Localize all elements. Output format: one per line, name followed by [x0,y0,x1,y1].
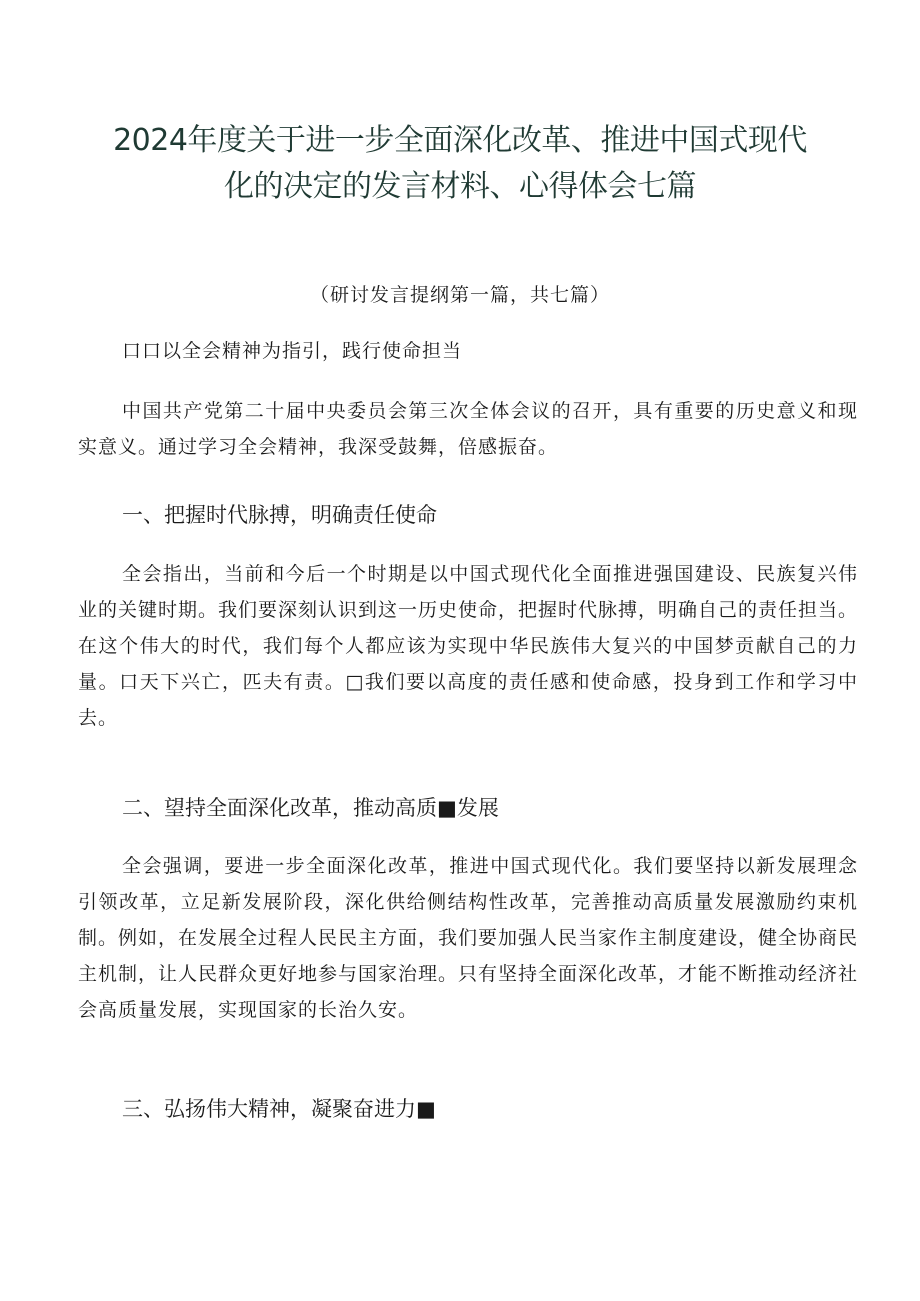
section-2-heading: 二、望持全面深化改革，推动高质■发展 [122,796,499,820]
title-line-2: 化的决定的发言材料、心得体会七篇 [224,169,696,204]
title-line-1: 2024年度关于进一步全面深化改革、推进中国式现代 [113,123,807,158]
intro-paragraph: 中国共产党第二十届中央委员会第三次全体会议的召开，具有重要的历史意义和现实意义。通过学习全会精神，我深受鼓舞，倍感振奋。 [78,400,858,458]
section-1-body: 全会指出，当前和今后一个时期是以中国式现代化全面推进强国建设、民族复兴伟业的关键时期。我们要深刻认识到这一历史使命，把握时代脉搏，明确自己的责任担当。在这个伟大的时代，我们每个人都应该为实现中华民族伟大复兴的中国梦贡献自己的力量。口天下兴亡，匹夫有责。□我们要以高度的责任感和使命感，投身到工作和学习中去。 [78,563,859,729]
document-title [100,118,820,210]
section-2-body: 全会强调，要进一步全面深化改革，推进中国式现代化。我们要坚持以新发展理念引领改革，立足新发展阶段，深化供给侧结构性改革，完善推动高质量发展激励约束机制。例如，在发展全过程人民民主方面，我们要加强人民当家作主制度建设，健全协商民主机制，让人民群众更好地参与国家治理。只有坚持全面深化改革，才能不断推动经济社会高质量发展，实现国家的长治久安。 [78,855,859,1021]
document-subtitle: （研讨发言提纲第一篇，共七篇） [309,284,610,306]
section-3-heading: 三、弘扬伟大精神，凝聚奋进力■ [122,1097,436,1121]
lead-line: 口口以全会精神为指引，践行使命担当 [122,340,463,362]
section-1-heading: 一、把握时代脉搏，明确责任使命 [122,503,437,527]
